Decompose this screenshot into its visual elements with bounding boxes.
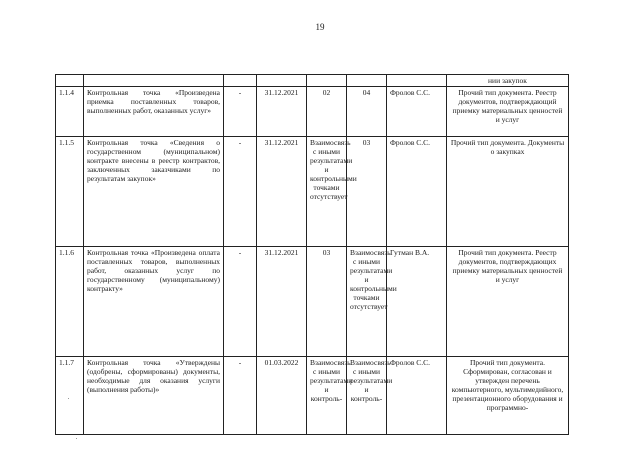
cell-name: Контрольная точка «Сведения о государственном (муниципальном) контракте внесены в реестр контрактов, заключенных заказчиками по результатам закупок»	[84, 137, 224, 247]
cell-date: 31.12.2021	[257, 87, 307, 137]
control-points-table	[55, 74, 569, 435]
cell-doc: нии закупок	[447, 75, 569, 87]
table-row	[56, 87, 569, 137]
cell-prev	[307, 75, 347, 87]
cell-doc: Прочий тип документа. Документы о закупках	[447, 137, 569, 247]
table-row-continued	[56, 75, 569, 87]
cell-person: Фролов С.С.	[387, 87, 447, 137]
cell-dash: -	[224, 357, 257, 435]
page-number: 19	[315, 22, 325, 32]
scan-speck	[68, 398, 69, 399]
cell-person: Фролов С.С.	[387, 137, 447, 247]
cell-dash	[224, 75, 257, 87]
cell-name: Контрольная точка «Произведена оплата поставленных товаров, выполненных работ, оказанных услуг по государственному (муниципальному) контракту»	[84, 247, 224, 357]
cell-next	[347, 75, 387, 87]
cell-doc: Прочий тип документа. Реестр документов, подтверждающих приемку материальных ценностей и услуг	[447, 247, 569, 357]
cell-next: 04	[347, 87, 387, 137]
cell-dash: -	[224, 137, 257, 247]
cell-name	[84, 75, 224, 87]
cell-num: 1.1.4	[56, 87, 84, 137]
cell-date	[257, 75, 307, 87]
cell-num: 1.1.7	[56, 357, 84, 435]
cell-name: Контрольная точка «Произведена приемка поставленных товаров, выполненных работ, оказанных услуг»	[84, 87, 224, 137]
scan-speck	[76, 438, 77, 439]
cell-person: Гутман В.А.	[387, 247, 447, 357]
cell-prev: 02	[307, 87, 347, 137]
cell-date: 01.03.2022	[257, 357, 307, 435]
cell-name: Контрольная точка «Утверждены (одобрены, сформированы) документы, необходимые для оказания услуги (выполнения работы)»	[84, 357, 224, 435]
cell-date: 31.12.2021	[257, 137, 307, 247]
cell-prev: Взаимосвязь с иными результатами и контрольными точками отсутствует	[307, 137, 347, 247]
cell-person	[387, 75, 447, 87]
cell-num	[56, 75, 84, 87]
cell-prev: Взаимосвязь с иными результатами и контроль-	[307, 357, 347, 435]
cell-next: Взаимосвязь с иными результатами и контроль-	[347, 357, 387, 435]
cell-next: Взаимосвязь с иными результатами и контрольными точками отсутствует	[347, 247, 387, 357]
cell-next: 03	[347, 137, 387, 247]
cell-date: 31.12.2021	[257, 247, 307, 357]
cell-dash: -	[224, 87, 257, 137]
cell-num: 1.1.5	[56, 137, 84, 247]
table-row	[56, 247, 569, 357]
cell-prev: 03	[307, 247, 347, 357]
cell-dash: -	[224, 247, 257, 357]
cell-person: Фролов С.С.	[387, 357, 447, 435]
cell-doc: Прочий тип документа. Сформирован, согласован и утвержден перечень компьютерного, мультимедийного, презентационного оборудования и программно-	[447, 357, 569, 435]
table-row	[56, 357, 569, 435]
table-row	[56, 137, 569, 247]
cell-num: 1.1.6	[56, 247, 84, 357]
cell-doc: Прочий тип документа. Реестр документов, подтверждающий приемку материальных ценностей и услуг	[447, 87, 569, 137]
